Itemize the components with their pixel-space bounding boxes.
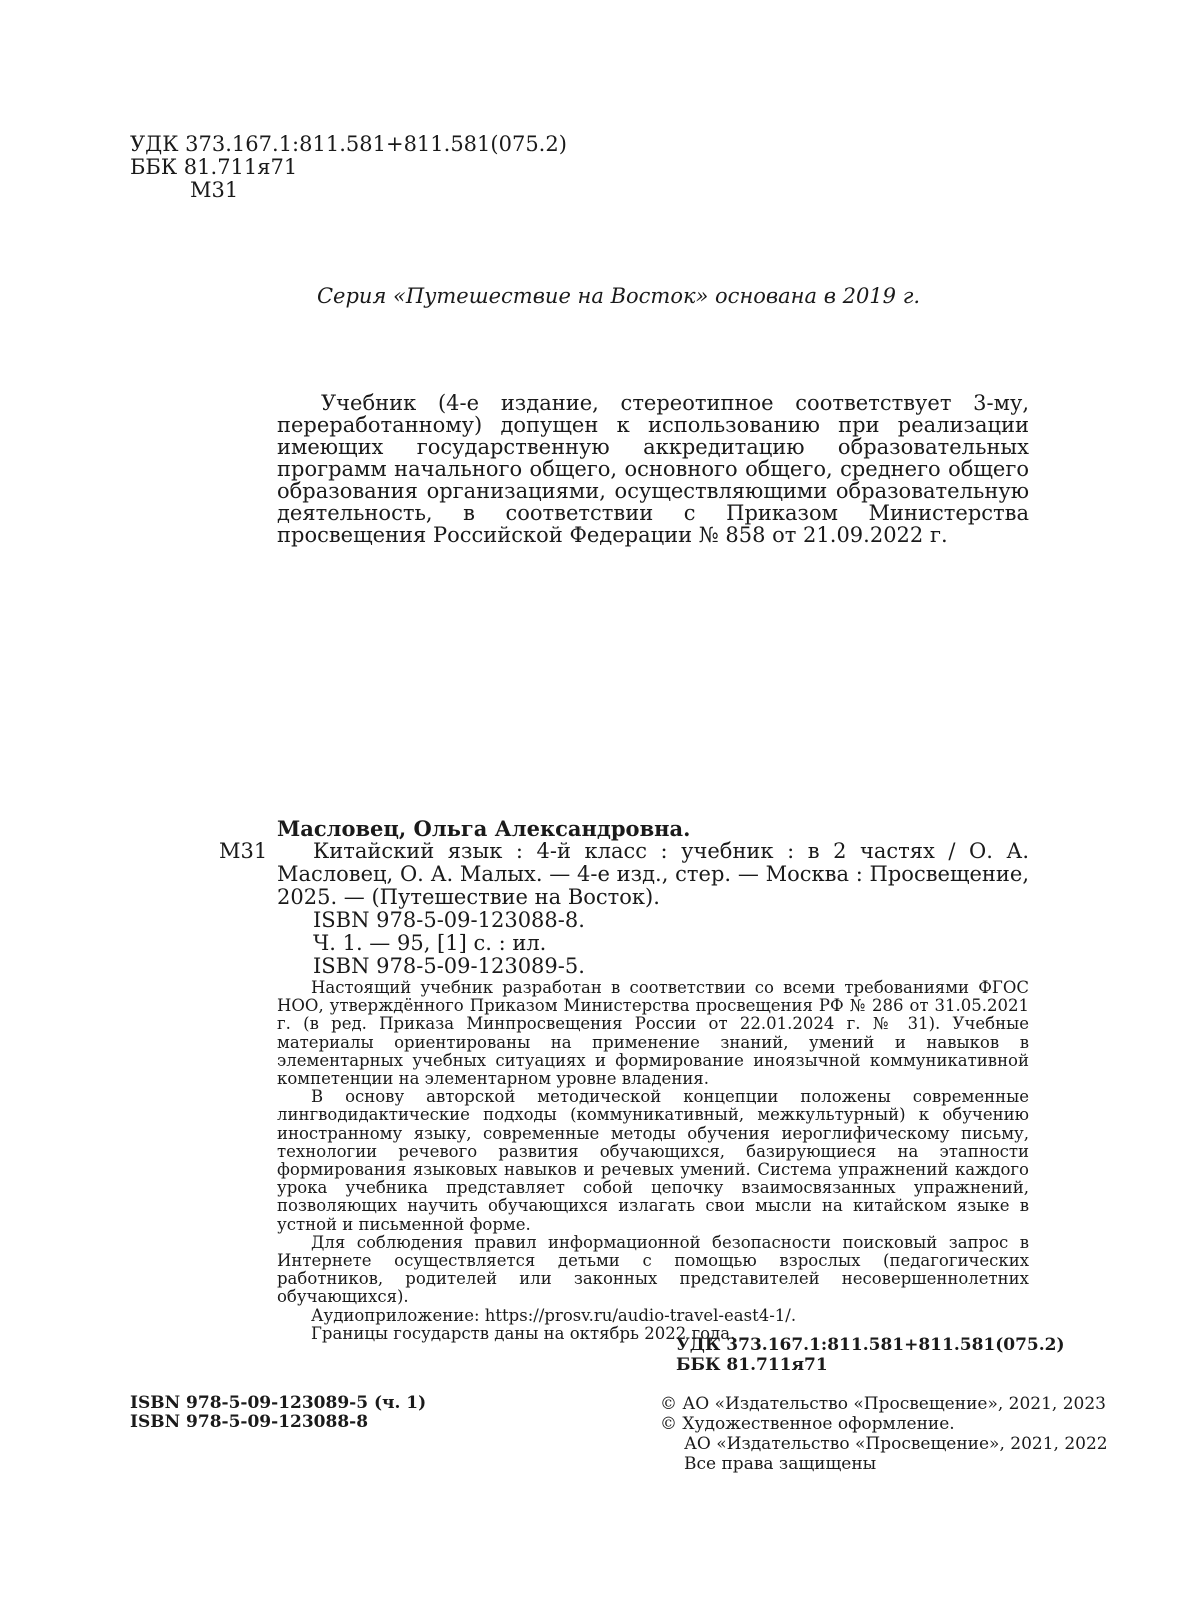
isbn-item: ISBN 978-5-09-123089-5 (ч. 1)	[130, 1393, 427, 1413]
rights-reserved: Все права защищены	[684, 1454, 877, 1474]
author-name: Масловец, Ольга Александровна.	[277, 816, 691, 841]
part-info: Ч. 1. — 95, [1] с. : ил.	[313, 931, 547, 955]
audio-link: Аудиоприложение: https://prosv.ru/audio-travel-east4-1/.	[311, 1305, 797, 1325]
bibliographic-mark: М31	[219, 839, 268, 863]
bbk-code: ББК 81.711я71	[676, 1355, 828, 1375]
bibliographic-description: Китайский язык : 4-й класс : учебник : в 2 частях / О. А. Масловец, О. А. Малых. — 4-е изд., стер. — Москва : Просвещение, 2025. — (Путешествие на Восток).	[277, 839, 1029, 909]
approval-statement: Учебник (4-е издание, стереотипное соответствует 3-му, переработанному) допущен к использованию при реализации имеющих государственную аккредитацию образовательных программ начального общего, основного общего, среднего общего образования организациями, осуществляющими образовательную деятельность, в соответствии с Приказом Министерства просвещения Российской Федерации № 858 от 21.09.2022 г.	[277, 391, 1029, 547]
isbn-item: ISBN 978-5-09-123088-8	[130, 1412, 369, 1432]
classification-codes	[130, 133, 567, 202]
udk-code: УДК 373.167.1:811.581+811.581(075.2)	[676, 1335, 1065, 1355]
udk-code: УДК 373.167.1:811.581+811.581(075.2)	[130, 132, 567, 156]
bbk-code: ББК 81.711я71	[130, 155, 298, 179]
bibliographic-record	[219, 816, 1029, 978]
borders-note: Границы государств даны на октябрь 2022 года.	[311, 1323, 736, 1343]
classification-codes-bottom	[676, 1335, 1065, 1375]
isbn-list	[130, 1394, 426, 1432]
series-note: Серия «Путешествие на Восток» основана в 2019 г.	[316, 284, 920, 308]
copyright-line: © Художественное оформление.	[660, 1414, 955, 1434]
annotation-paragraph: Для соблюдения правил информационной безопасности поисковый запрос в Интернете осуществляется детьми с помощью взрослых (педагогических работников, родителей или законных представителей несовершеннолетних обучающихся).	[277, 1232, 1029, 1307]
isbn-set: ISBN 978-5-09-123088-8.	[313, 908, 585, 932]
annotation	[277, 979, 1029, 1343]
copyright-line: АО «Издательство «Просвещение», 2021, 2022	[684, 1434, 1108, 1454]
copyright-line: © АО «Издательство «Просвещение», 2021, 2023	[660, 1394, 1107, 1414]
copyright-block	[660, 1394, 1120, 1474]
annotation-paragraph: В основу авторской методической концепции положены современные лингводидактические подходы (коммуникативный, межкультурный) к обучению иностранному языку, современные методы обучения иероглифическому письму, технологии речевого развития обучающихся, базирующиеся на этапности формирования языковых навыков и речевых умений. Система упражнений каждого урока учебника представляет собой цепочку взаимосвязанных упражнений, позволяющих научить обучающихся излагать свои мысли на китайском языке в устной и письменной форме.	[277, 1087, 1029, 1234]
annotation-paragraph: Настоящий учебник разработан в соответствии со всеми требованиями ФГОС НОО, утверждённого Приказом Министерства просвещения РФ № 286 от 31.05.2021 г. (в ред. Приказа Минпросвещения России от 22.01.2024 г. № 31). Учебные материалы ориентированы на применение знаний, умений и навыков в элементарных учебных ситуациях и формирование иноязычной коммуникативной компетенции на элементарном уровне владения.	[277, 978, 1029, 1089]
isbn-part: ISBN 978-5-09-123089-5.	[313, 954, 585, 978]
author-mark: М31	[190, 178, 239, 202]
